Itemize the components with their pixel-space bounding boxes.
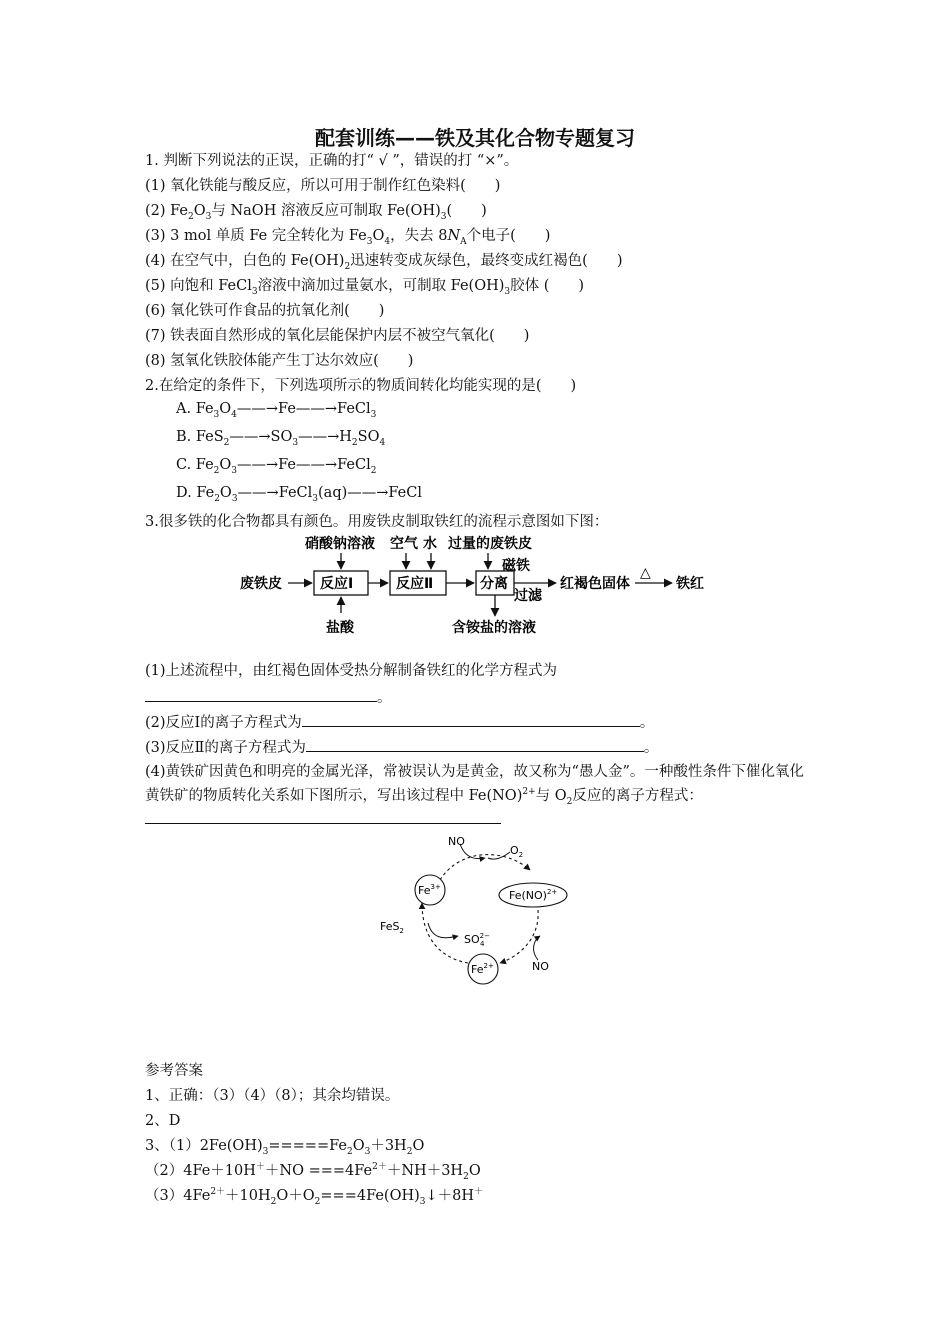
q3-part-4: (4)黄铁矿因黄色和明亮的金属光泽，常被误认为是黄金，故又称为“愚人金”。一种酸性条件下催化氧化黄铁矿的物质转化关系如下图所示，写出该过程中 Fe(NO)$^{2+}$与 $O_2$反应的离子方程式：	[145, 760, 810, 832]
q2-option-c: C. $Fe_2O_3——\to Fe——\to FeCl_2$	[176, 457, 377, 476]
q2-stem: 2.在给定的条件下，下列选项所示的物质间转化均能实现的是( )	[145, 378, 577, 394]
label-ammonium-solution: 含铵盐的溶液	[452, 620, 536, 636]
label-fe3: $Fe^{3+}$	[418, 883, 441, 897]
q1-item-8: (8) 氢氧化铁胶体能产生丁达尔效应( )	[145, 353, 414, 369]
label-fe2: $Fe^{2+}$	[471, 962, 494, 976]
q2-option-a: A. $Fe_3O_4——\to Fe——\to FeCl_3$	[176, 401, 377, 420]
q2-option-d: D. $Fe_2O_3——\to FeCl_3(aq)——\to FeCl$	[176, 485, 422, 504]
q3-stem: 3.很多铁的化合物都具有颜色。用废铁皮制取铁红的流程示意图如下图：	[145, 514, 609, 530]
label-no-bottom: NO	[532, 960, 549, 973]
answer-blank-2[interactable]	[302, 711, 640, 727]
answer-3-2: $(2)4Fe+10H^++NO ===4Fe^{2+}+NH+3H_2O$	[145, 1162, 481, 1182]
label-red-brown-solid: 红褐色固体	[560, 576, 630, 592]
label-excess-iron: 过量的废铁皮	[448, 536, 532, 552]
q1-item-2: (2) $Fe_2O_3$与 NaOH 溶液反应可制取 $Fe(OH)_3$( )	[145, 203, 487, 222]
q1-item-1: (1) 氧化铁能与酸反应，所以可用于制作红色染料( )	[145, 178, 501, 194]
label-feno: Fe(NO)$^{2+}$	[509, 888, 558, 902]
label-hydrochloric-acid: 盐酸	[326, 620, 354, 636]
box-reaction-2-label: 反应Ⅱ	[396, 576, 434, 592]
label-sodium-nitrate: 硝酸钠溶液	[305, 536, 375, 552]
answer-1: 1、正确：（3）（4）（8）；其余均错误。	[145, 1088, 400, 1104]
process-flow-diagram	[230, 528, 730, 643]
label-so4: $SO^{2-}$ 4	[464, 932, 490, 948]
page-title: 配套训练——铁及其化合物专题复习	[315, 126, 635, 150]
label-air: 空气	[390, 536, 418, 552]
q1-stem: 1. 判断下列说法的正误，正确的打“ √ ”，错误的打 “×”。	[145, 153, 519, 169]
answer-blank-1[interactable]	[145, 686, 377, 702]
q3-part-2: (2)反应Ⅰ的离子方程式为 。	[145, 711, 654, 733]
q3-part-1-answer-line: 。	[145, 686, 392, 708]
q1-item-7: (7) 铁表面自然形成的氧化层能保护内层不被空气氧化( )	[145, 328, 530, 344]
q2-option-b: B. $FeS_2——\to SO_3——\to H_2SO_4$	[176, 429, 386, 448]
label-no-top: NO	[448, 835, 465, 848]
label-magnet: 磁铁	[502, 558, 530, 574]
q1-item-3: (3) 3 mol 单质 Fe 完全转化为 $Fe_3O_4$，失去 $8N_A$个电子( )	[145, 228, 551, 247]
answer-blank-4[interactable]	[145, 808, 501, 824]
q3-part-3: (3)反应Ⅱ的离子方程式为 。	[145, 736, 658, 758]
label-filter: 过滤	[514, 588, 542, 604]
q1-item-4: (4) 在空气中，白色的 $Fe(OH)_2$迅速转变成灰绿色，最终变成红褐色( )	[145, 253, 623, 272]
answer-3-1: 3、$(1)2Fe(OH)_3=====Fe_2O_3+3H_2O$	[145, 1138, 425, 1157]
answers-heading: 参考答案	[145, 1063, 203, 1079]
q3-part-1: (1)上述流程中，由红褐色固体受热分解制备铁红的化学方程式为	[145, 663, 558, 679]
label-waste-iron: 废铁皮	[240, 576, 282, 592]
answer-3-3: $(3)4Fe^{2+}+10H_2O+O_2===4Fe(OH)_3↓+8H^+$	[145, 1187, 484, 1207]
box-reaction-1-label: 反应Ⅰ	[320, 576, 354, 592]
q1-item-5: (5) 向饱和 FeCl$_3$溶液中滴加过量氨水，可制取 $Fe(OH)_3$胶体 ( )	[145, 278, 585, 297]
label-o2: $O_2$	[510, 844, 524, 859]
q1-item-6: (6) 氧化铁可作食品的抗氧化剂( )	[145, 303, 385, 319]
answer-2: 2、D	[145, 1113, 181, 1129]
box-separation-label: 分离	[480, 576, 508, 592]
label-iron-red: 铁红	[676, 576, 704, 592]
label-fes2: FeS$_2$	[380, 920, 404, 935]
answer-blank-3[interactable]	[306, 736, 644, 752]
heat-symbol: △	[640, 565, 651, 581]
catalytic-cycle-diagram	[370, 828, 590, 988]
label-water: 水	[423, 536, 437, 552]
